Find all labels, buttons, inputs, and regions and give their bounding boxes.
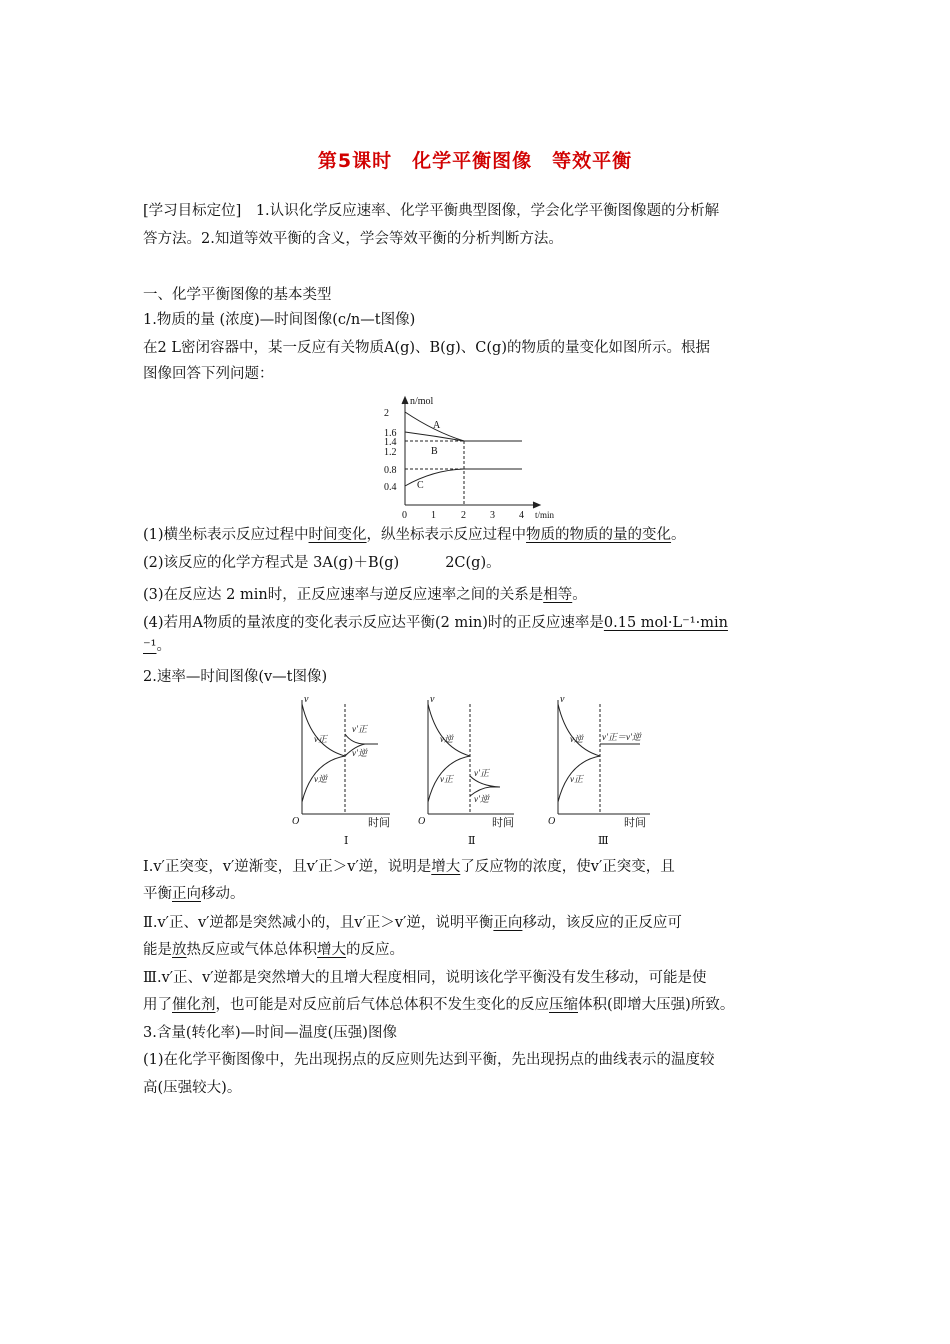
objectives-text-1: 1.认识化学反应速率、化学平衡典型图像，学会化学平衡图像题的分析解	[255, 203, 720, 219]
x-axis-label: t/min	[535, 510, 555, 520]
v-t-charts	[290, 692, 660, 850]
answer-1a: 时间变化	[308, 527, 367, 543]
panel2-curve-1: v逆	[440, 734, 453, 744]
objectives-line-1	[143, 201, 719, 221]
panel3-curve-3: v′正＝v′逆	[602, 732, 641, 742]
panel3-curve-1: v逆	[570, 734, 583, 744]
sub3-p1: (1)在化学平衡图像中，先出现拐点的反应则先达到平衡，先出现拐点的曲线表示的温度较	[143, 1052, 715, 1068]
answer-4: 0.15 mol·L⁻¹·min	[603, 615, 728, 631]
q4-cont: ⁻¹。	[143, 638, 171, 654]
x-tick-2: 2	[461, 510, 466, 520]
answer-compress: 压缩	[549, 997, 578, 1013]
panel1-curve-3: v′正	[352, 724, 367, 734]
panel2-origin: O	[418, 816, 426, 827]
panel1-vp-forward	[345, 734, 378, 744]
y-tick-0.4: 0.4	[384, 482, 397, 493]
panel1-curve-4: v′逆	[352, 748, 367, 758]
x-tick-3: 3	[490, 510, 495, 520]
panel1-x-label: 时间	[368, 817, 390, 829]
panel1-curve-1: v正	[314, 734, 327, 744]
q2: (2)该反应的化学方程式是 3A(g)＋B(g) 2C(g)。	[143, 555, 501, 571]
panel2-curve-4: v′逆	[474, 794, 489, 804]
panel1-v-forward	[302, 704, 345, 756]
answer-forward-2: 正向	[493, 915, 523, 931]
objectives-line-2: 答方法。2.知道等效平衡的含义，学会等效平衡的分析判断方法。	[143, 231, 563, 247]
y-axis-label: n/mol	[410, 396, 434, 407]
sub2-p1-line1: Ⅰ.v′正突变，v′逆渐变，且v′正＞v′逆，说明是增大了反应物的浓度，使v′正突变，且	[143, 859, 675, 875]
sub2-p2-line2: 能是放热反应或气体总体积增大的反应。	[143, 942, 404, 958]
panel3-name: Ⅲ	[598, 835, 609, 847]
sub2-p3-line1: Ⅲ.v′正、v′逆都是突然增大的且增大程度相同，说明该化学平衡没有发生移动，可能是使	[143, 970, 707, 986]
series-A-label: A	[433, 420, 441, 431]
x-tick-4: 4	[519, 510, 524, 520]
y-tick-2.0: 2	[384, 408, 389, 419]
page-title: 第5课时 化学平衡图像 等效平衡	[317, 150, 633, 172]
panel3-x-label: 时间	[624, 817, 646, 829]
y-tick-1.2: 1.2	[384, 447, 397, 458]
x-tick-1: 1	[431, 510, 436, 520]
x-tick-0: 0	[402, 510, 407, 520]
x-axis-arrow	[533, 502, 540, 508]
sub2-p3-line2: 用了催化剂，也可能是对反应前后气体总体积不发生变化的反应压缩体积(即增大压强)所致。	[143, 997, 735, 1013]
panel2-name: Ⅱ	[468, 835, 476, 847]
y-tick-0.8: 0.8	[384, 465, 397, 476]
answer-increase: 增大	[431, 859, 461, 875]
panel2-curve-3: v′正	[474, 768, 489, 778]
answer-catalyst: 催化剂	[172, 997, 216, 1013]
series-A-line	[405, 412, 522, 441]
answer-3: 相等	[543, 587, 573, 603]
panel1-origin: O	[292, 816, 300, 827]
series-B-label: B	[431, 446, 438, 457]
q3: (3)在反应达 2 min时，正反应速率与逆反应速率之间的关系是相等。	[143, 587, 587, 603]
y-axis-arrow	[402, 397, 408, 404]
panel2-x-label: 时间	[492, 817, 514, 829]
sub1-intro-2: 图像回答下列问题：	[143, 366, 274, 382]
sub3-p2: 高(压强较大)。	[143, 1080, 242, 1096]
panel2-v-reverse	[428, 704, 470, 756]
panel3-curve-2: v正	[570, 774, 583, 784]
sub1-intro-1: 在2 L密闭容器中，某一反应有关物质A(g)、B(g)、C(g)的物质的量变化如图所示。根据	[143, 340, 710, 356]
objectives-label: [学习目标定位]	[143, 203, 242, 219]
q4: (4)若用A物质的量浓度的变化表示反应达平衡(2 min)时的正反应速率是0.15 mol·L⁻¹·min	[143, 615, 728, 631]
q1: (1)横坐标表示反应过程中时间变化，纵坐标表示反应过程中物质的物质的量的变化。	[143, 527, 686, 543]
sub3-heading: 3.含量(转化率)—时间—温度(压强)图像	[143, 1025, 397, 1041]
series-B-line	[405, 432, 464, 441]
sub2-p2-line1: Ⅱ.v′正、v′逆都是突然减小的，且v′正＞v′逆，说明平衡正向移动，该反应的正反应可	[143, 915, 682, 931]
sub2-p1-line2: 平衡正向移动。	[143, 886, 245, 902]
panel1-y-label: v	[304, 694, 309, 705]
panel2-curve-2: v正	[440, 774, 453, 784]
panel3-origin: O	[548, 816, 556, 827]
answer-forward-1: 正向	[172, 886, 201, 902]
panel3-y-label: v	[560, 694, 565, 705]
panel1-curve-2: v逆	[314, 774, 327, 784]
answer-enlarge: 增大	[317, 942, 346, 958]
panel2-y-label: v	[430, 694, 435, 705]
sub1-heading: 1.物质的量 (浓度)—时间图像(c/n—t图像)	[143, 312, 416, 328]
panel1-name: Ⅰ	[344, 835, 349, 847]
section-heading: 一、化学平衡图像的基本类型	[143, 287, 332, 303]
series-C-label: C	[417, 480, 424, 491]
answer-exothermic: 放	[172, 942, 187, 958]
y-tick-1.4: 1.4	[384, 437, 397, 448]
y-tick-1.6: 1.6	[384, 428, 397, 439]
panel3-v-reverse	[558, 704, 600, 756]
n-t-chart	[375, 392, 575, 520]
answer-1b: 物质的物质的量的变化	[526, 527, 672, 543]
sub2-heading: 2.速率—时间图像(v—t图像)	[143, 669, 328, 685]
